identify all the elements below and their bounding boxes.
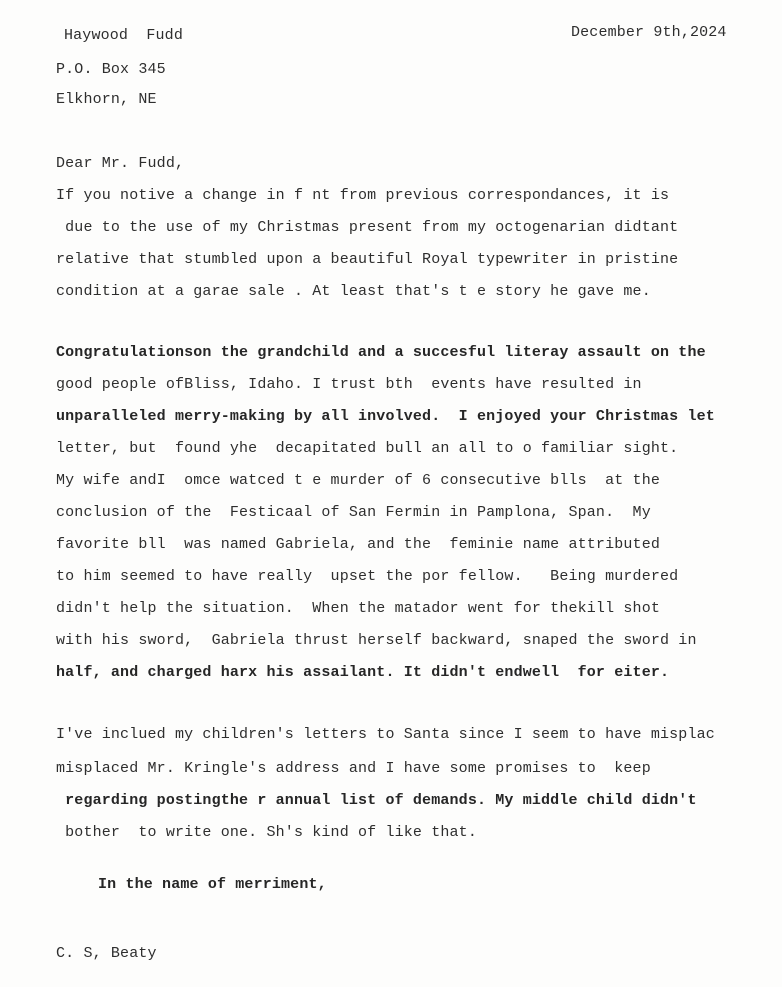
paragraph-2-line-4: letter, but found yhe decapitated bull an all to o familiar sight.: [56, 440, 679, 457]
paragraph-2-line-5: My wife andI omce watced t e murder of 6 consecutive blls at the: [56, 472, 660, 489]
paragraph-3-line-2: misplaced Mr. Kringle's address and I have some promises to keep: [56, 760, 651, 777]
sender-city: Elkhorn, NE: [56, 91, 157, 108]
paragraph-3-line-4: bother to write one. Sh's kind of like that.: [56, 824, 477, 841]
paragraph-1-line-1: If you notive a change in f nt from previous correspondances, it is: [56, 187, 670, 204]
paragraph-2-line-8: to him seemed to have really upset the por fellow. Being murdered: [56, 568, 679, 585]
paragraph-2-line-2: good people ofBliss, Idaho. I trust bth events have resulted in: [56, 376, 642, 393]
signature: C. S, Beaty: [56, 945, 157, 962]
paragraph-2-line-7: favorite bll was named Gabriela, and the feminie name attributed: [56, 536, 660, 553]
letter-date: December 9th,2024: [571, 24, 727, 41]
paragraph-2-line-1: Congratulationson the grandchild and a succesful literay assault on the: [56, 344, 706, 361]
paragraph-3-line-1: I've inclued my children's letters to Santa since I seem to have misplac: [56, 726, 715, 743]
paragraph-2-line-11: half, and charged harx his assailant. It didn't endwell for eiter.: [56, 664, 670, 681]
paragraph-1-line-4: condition at a garae sale . At least that's t e story he gave me.: [56, 283, 651, 300]
paragraph-2-line-3: unparalleled merry-making by all involved. I enjoyed your Christmas let: [56, 408, 715, 425]
paragraph-2-line-6: conclusion of the Festicaal of San Fermin in Pamplona, Span. My: [56, 504, 651, 521]
sender-po-box: P.O. Box 345: [56, 61, 166, 78]
salutation: Dear Mr. Fudd,: [56, 155, 185, 172]
closing: In the name of merriment,: [98, 876, 327, 893]
sender-name: Haywood Fudd: [64, 27, 183, 44]
paragraph-2-line-9: didn't help the situation. When the matador went for thekill shot: [56, 600, 660, 617]
paragraph-2-line-10: with his sword, Gabriela thrust herself backward, snaped the sword in: [56, 632, 697, 649]
paragraph-1-line-2: due to the use of my Christmas present from my octogenarian didtant: [56, 219, 679, 236]
paragraph-1-line-3: relative that stumbled upon a beautiful Royal typewriter in pristine: [56, 251, 679, 268]
paragraph-3-line-3: regarding postingthe r annual list of demands. My middle child didn't: [56, 792, 697, 809]
